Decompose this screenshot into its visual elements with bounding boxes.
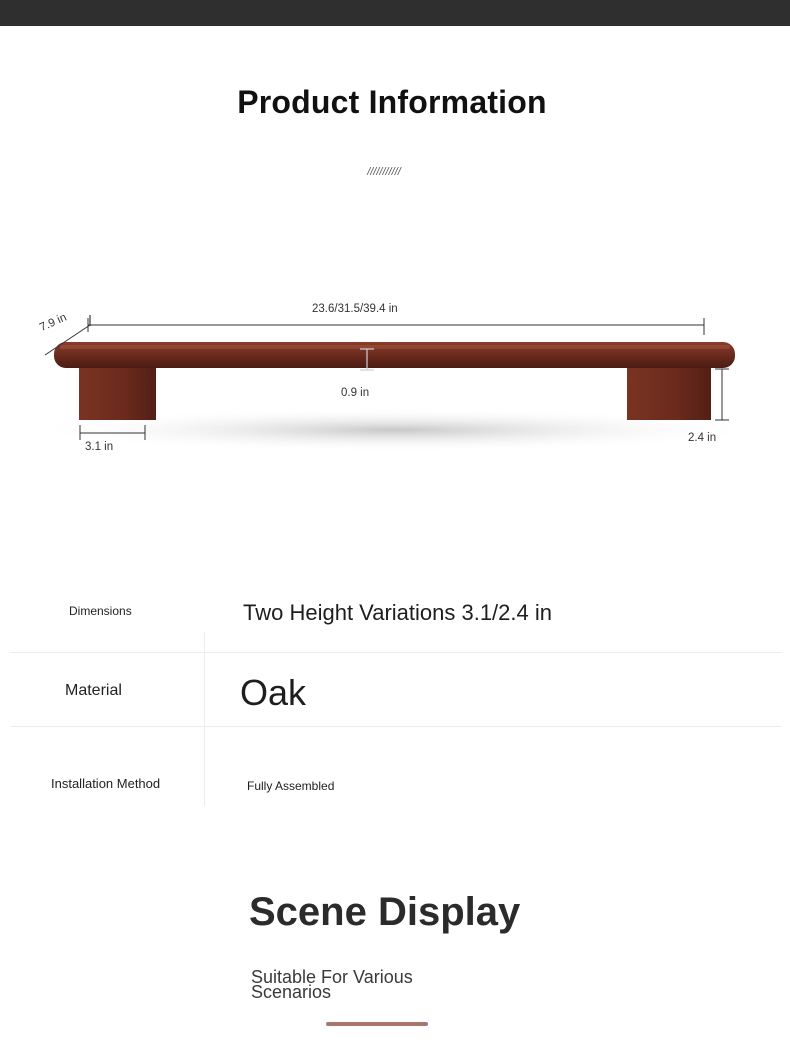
title-divider: /////////// — [367, 166, 401, 178]
spec-value-installation: Fully Assembled — [247, 779, 335, 793]
depth-dimension-label: 7.9 in — [38, 311, 69, 334]
shelf-left-leg — [79, 368, 156, 420]
width-dimension-label: 23.6/31.5/39.4 in — [312, 303, 398, 315]
spec-label-dimensions: Dimensions — [69, 604, 132, 618]
shelf-right-leg — [627, 368, 711, 420]
page-title: Product Information — [237, 84, 547, 120]
spec-table-divider — [204, 632, 205, 806]
spec-label-material: Material — [65, 682, 122, 699]
product-dimension-diagram — [0, 290, 790, 480]
accent-bar — [326, 1022, 428, 1026]
spec-row-separator — [10, 652, 782, 653]
thickness-dimension-label: 0.9 in — [341, 387, 370, 399]
spec-label-installation: Installation Method — [51, 776, 161, 791]
spec-value-material: Oak — [240, 672, 307, 713]
top-bar — [0, 0, 790, 26]
leg-height-dimension-label: 2.4 in — [688, 432, 717, 444]
leg-width-dimension-label: 3.1 in — [85, 441, 114, 453]
scene-section-title: Scene Display — [249, 890, 521, 934]
spec-value-dimensions: Two Height Variations 3.1/2.4 in — [243, 600, 552, 625]
shelf-illustration — [0, 290, 790, 480]
scene-section-subtitle: Suitable For Various Scenarios — [251, 967, 413, 1002]
spec-row-separator — [10, 726, 782, 727]
